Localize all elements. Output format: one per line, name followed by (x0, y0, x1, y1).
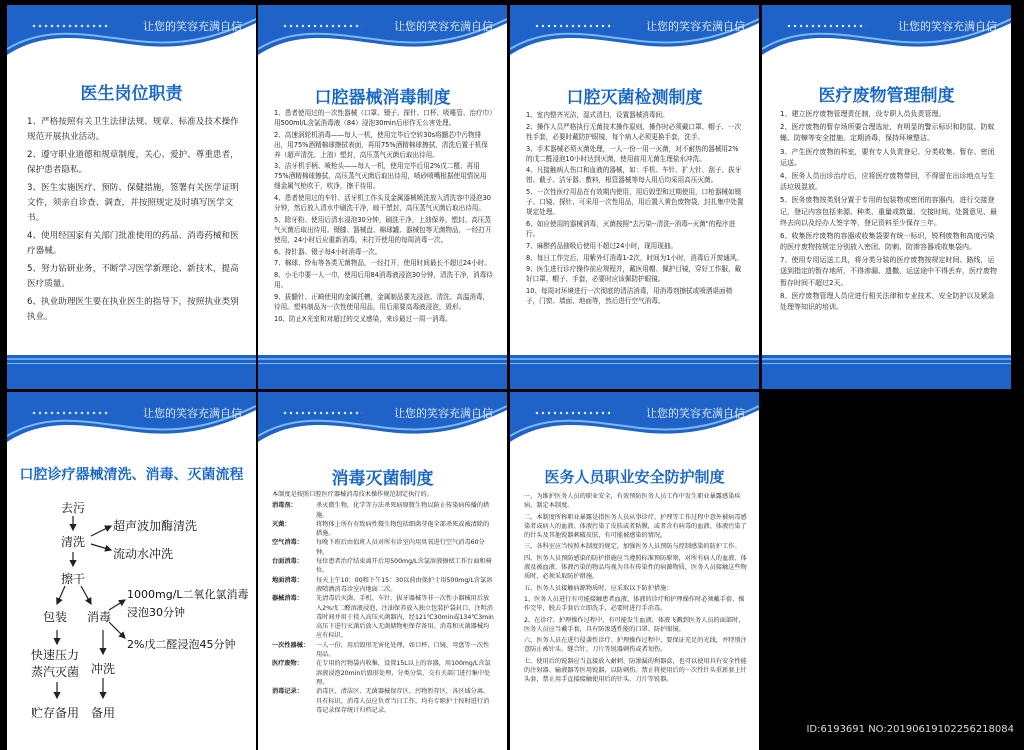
watermark: 昵图网 www.nipic.com (8, 716, 225, 740)
list-item: 7、麻醉药品抽吸后使用不超过24小时，现用现抽。 (526, 241, 678, 250)
board-footer (510, 355, 759, 389)
list-item: 6、持针器、镊子每4小时消毒一次。 (274, 247, 382, 256)
definition-row: 消毒记录： 消毒区、清洁区、无菌器械保存区、污物暂存区，各区域分离，具有标识，消毒人员应负责当日工作，均有专职护士按时进行消毒记录保存统计归档记录。 (272, 688, 490, 714)
list-item: 2、遵守职业道德和规章制度，关心、爱护、尊重患者，保护患者隐私。 (27, 150, 239, 176)
list-item: 10、每周对环境进行一次彻底的清洁消毒，用消毒剂擦拭或喷洒桌面椅子，门窗、墙面、地面等，然后进行空气消毒。 (526, 287, 733, 306)
list-item: 3、洁牙机手柄、喷枪头——每人一机，使用完毕后用2%戊二醛、再用75%酒精棉球擦拭，高压蒸气灭菌后取出待用，喷砂喷嘴根据使用情况用细金属气枪吹干，吹净，擦干待用。 (274, 162, 487, 191)
slogan: 让您的笑容充满自信 (143, 407, 242, 420)
board-sterilization-testing (510, 5, 759, 389)
list-item: 2、操作人员严格执行无菌技术操作原则，操作时必须戴口罩、帽子、一次性手套，必要时戴防护眼镜，每个病人必须更换手套，洗手。 (526, 122, 742, 141)
flow-node-glutaraldehyde: 2%戊二醛浸泡45分钟 (127, 638, 236, 651)
image-id-text: ID:6193691 NO:20190619102256218084 (806, 724, 1014, 735)
dots-decoration (282, 22, 362, 30)
board-header (510, 5, 759, 63)
board-title: 口腔器械消毒制度 (314, 88, 451, 108)
list-item: 5、医务废物按类别分置于专用的包装物或密闭的容器内，进行交接登记，登记内容包括来源、种类、重量或数量、交接时间、处置意见、最终去向以及经办人签字等，登记资料至少保存三年。 (780, 196, 997, 227)
flow-node-store: 贮存备用 (31, 706, 80, 720)
board-title: 医生岗位职责 (80, 84, 183, 104)
board-footer (258, 355, 507, 389)
flow-node-decontaminate: 去污 (61, 501, 86, 515)
slogan: 让您的笑容充满自信 (143, 20, 242, 33)
flow-node-rinse: 流动水冲洗 (113, 547, 174, 561)
board-body (272, 490, 495, 742)
definition-row: 台面消毒： 每位患者治疗结束离开后用500mg/L含氯溶液擦拭工作台面和椅位。 (272, 558, 492, 575)
list-item: 5、一次性医疗用品在有效期内使用，用后毁型和过期使用，口枪器械如镊子、口镜、探针、可采用一次性用品，用后置入黄色废物袋，封扎集中处置规定处理。 (526, 188, 744, 217)
list-item: 4、使用经国家有关部门批准使用的药品、消毒药械和医疗器械。 (27, 231, 239, 257)
list-item: 5、除牙粉、使用后清水浸泡30分钟，刷洗干净，上油保养，塑封、高压蒸气灭菌后取出待用。镊膝、器械盘、棉球罐、器械包等无菌物品，一经打开使用，24小时后应重新消毒，未打开使用的每周消毒一次。 (274, 215, 492, 244)
list-item: 5、努力钻研业务，不断学习医学新理论、新技术，提高医疗质量。 (27, 264, 239, 290)
list-item: 五、医务人员接触病源物质时，应采取以下防护措施： (524, 584, 673, 592)
list-item: 2、高速涡轮机消毒——每人一机，使用完毕后空转30s将髓芯中污物排出，用75%酒精棉球擦拭表面，再用75%酒精棉球擦拭，清洗后置于机保养（超声清洗、上油）塑封，高压蒸气灭菌后取出待用。 (274, 130, 488, 159)
list-item: 1、室内整齐光洁，湿式清扫，设置器械消毒间。 (526, 111, 669, 119)
definition-row: 消毒剂： 杀灭微生物，化学等方法杀死病原微生物以防止传染病传播的措施。 (272, 502, 490, 519)
list-item: 4、患者使用过的车针、活牙机工作头及金属器械喷洗放入清洗容中浸泡30分钟，然后放入清水中刷洗干净，晾干塑封，高压蒸气灭菌后取出待用。 (274, 194, 491, 213)
list-item: 9、拔髓针、正畸使用的金属托槽，金属制品要先浸泡、清洗、高温消毒，待用。塑料制品为一次性使用用品，用后需要高毒液浸泡，毁形。 (274, 293, 490, 312)
list-item: 3、产生医疗废物的科室，要有专人负责登记、分类收集、暂存、密闭运送。 (780, 147, 995, 167)
flow-node-disinfect: 消毒 (87, 610, 112, 624)
list-item: 2、在诊疗、护理操作过程中，有可能发生血液、体液飞溅到医务人员的面部时，医务人员应当戴手套，具有防渗透性能的口罩、防护眼镜。 (524, 616, 745, 633)
board-doctor-duties (7, 5, 256, 389)
list-item: 8、每日工作完后，用紫外灯消毒1-2次，时间为1小时，消毒后开窗通风。 (526, 253, 743, 262)
board-body (526, 111, 745, 355)
board-header (762, 5, 1011, 63)
list-item: 6、如应使用的器械消毒，灭菌按照"去污染--清洗--消毒--灭菌"的程序进行。 (526, 219, 736, 238)
board-body (780, 109, 997, 355)
dots-decoration (282, 409, 362, 417)
board-title: 医务人员职业安全防护制度 (544, 468, 725, 486)
list-item: 10、防止X光室和对超过的交叉感染，来诊最过一周一消毒。 (274, 314, 452, 323)
list-item: 1、患者使用过的一次性器械（口罩、镊子、探针、口杯、吸唾管、治疗巾）用500ml/L含氯消毒液（84）浸泡30min后形作无公害处理。 (274, 109, 493, 127)
flow-node-chlorine-1: 1000mg/L二氧化氯消毒 (127, 588, 249, 601)
slogan: 让您的笑容充满自信 (394, 20, 493, 33)
board-title: 口腔灭菌检测制度 (566, 88, 703, 108)
list-item: 三、各科室应当按照本制度的规定，加强医务人员预防与控制感染的防护工作。 (524, 543, 741, 551)
board-header (258, 5, 507, 63)
slogan: 让您的笑容充满自信 (394, 407, 493, 420)
list-item: 3、手术器械必须灭菌处理，一人一份一用一灭菌，对不耐热的器械用2%的戊二醛浸泡10小时达到灭菌，使用前用无菌生理盐水冲洗。 (526, 144, 739, 163)
slogan: 让您的笑容充满自信 (646, 407, 745, 420)
list-item: 4、凡接触病人伤口和血液的器械，如：手机、车针、扩大针、刮子、拔牙钳、截子、洁牙器、敷料，根管器械等每人用后均采用高压灭菌。 (526, 166, 742, 185)
flow-node-ultrasonic: 超声波加酶清洗 (113, 519, 198, 533)
flow-node-flush: 冲洗 (91, 662, 116, 676)
list-item: 6、收集医疗废物的容器或收集袋要有统一标识，锐利废物和高度污染的医疗废物按规定分别放入密闭、防刺、防渗容器或收集袋内。 (780, 231, 995, 252)
list-item: 4、医务人员出诊治疗后，应将医疗废物带回，不得留在出诊地点与生活垃圾混放。 (780, 171, 995, 192)
definition-row: 空气消毒： 每晚下班后由值班人员对所有诊室内用臭氧进行空气消毒60分钟。 (272, 539, 485, 556)
dots-decoration (534, 409, 614, 417)
dots-decoration (534, 22, 614, 30)
list-item: 四、医务人员预防感染的防护措施应当遵照标准预防原则，对所有病人的血液、体液及被血液、体液污染的物品均视为具有传染性的病源物质，医务人员接触这些物质时，必须采取防护措施。 (524, 554, 747, 581)
board-body (274, 109, 493, 355)
board-medical-waste (762, 5, 1011, 389)
flow-node-pressure-2: 蒸汽灭菌 (31, 665, 80, 679)
board-body (27, 115, 240, 355)
list-item: 2、医疗废物的暂存场所要合理选址，有明显的警示标识和防鼠、防蚊蝇、防蟑等安全措施，定期消毒，保持环境整洁。 (780, 123, 995, 143)
list-item: 3、医生实施医疗、预防、保健措施，签署有关医学证明文件，须亲自诊查、调查，并按照规定及时填写医学文书。 (27, 183, 239, 224)
list-item: 6、执业助理医生要在执业医生的指导下，按照执业类别执业。 (27, 297, 239, 323)
board-title: 消毒灭菌制度 (331, 469, 434, 489)
list-item: 七、使用后的锐器应当直接放入耐刺、防渗漏的利器盒，也可以使用具有安全性能的注射器、输液器等医用锐器，以防刺伤。禁止将使用后的一次性针头重新套上针头套，禁止用手直接接触使用后的针头、刀片等锐器。 (524, 657, 747, 684)
list-item: 1、医务人员进行有可能接触患者血液、体液的诊疗和护理操作时必须戴手套，操作完毕，脱去手套后立即洗手，必要时进行手消毒。 (524, 595, 745, 613)
flow-node-package: 包装 (43, 610, 68, 624)
board-header (7, 5, 256, 63)
slogan: 让您的笑容充满自信 (646, 20, 745, 33)
board-instrument-disinfection (258, 5, 507, 389)
intro-text: 本制度是按照口腔医疗器械消毒技术操作规范制定执行的。 (272, 491, 433, 498)
board-header (510, 392, 759, 450)
board-body (524, 492, 747, 742)
flow-node-chlorine-2: 浸泡30分钟 (127, 606, 185, 619)
list-item: 六、医务人员在进行侵袭性诊疗、护理操作过程中，要保证充足的光线，并特别注意防止被针头、缝合针、刀片等锐器刺伤或者划伤。 (524, 637, 747, 654)
flow-arrows (7, 392, 256, 750)
definition-row: 灭菌： 将物体上所有有致病性微生物包括细菌芽孢全部杀死或被清除的措施。 (272, 520, 490, 538)
slogan: 让您的笑容充满自信 (898, 20, 997, 33)
list-item: 7、棉球、纱布等各类无菌物品，一经打开，使用时间最长不超过24小时。 (274, 259, 491, 268)
flow-node-standby: 备用 (91, 706, 116, 720)
list-item: 一、为维护医务人员的职业安全，有效预防医务人员工作中发生职业暴露感染疾病，制定本制度。 (524, 493, 741, 510)
flow-node-clean: 清洗 (61, 535, 86, 549)
definition-row: 医疗废物： 在专用的污物袋内收集，设置15L以上的容器，用100mg/L含氯溶液浸泡20min后毁形处理，分类分装，交有关部门进行集中处理。 (272, 660, 491, 686)
definition-row: 器械消毒： 先清毒后灭菌，手机、车针、拔牙器械等非一次性小器械用后放入2%戊二醛溶液浸泡，注油保养放入独立包装护袋封口，注明消毒时间并用于投入高压灭菌器内，经121℃30min或134℃3min高压下进行灭菌后放入无菌储物柜保存备用。消毒和灭菌器械均应有标识。 (272, 595, 494, 640)
board-footer (7, 355, 256, 389)
definition-row: 地面消毒： 每天上午10：00和下午15：30以前由保护士用500mg/L含氯溶液喷洒消毒诊室内地面二次。 (272, 576, 493, 593)
board-occupational-safety (510, 392, 759, 750)
board-sterilization-flow (7, 392, 256, 750)
dots-decoration (786, 22, 866, 30)
flow-node-dry: 擦干 (61, 572, 86, 586)
list-item: 7、使用专用运送工具，将分类分装的医疗废物按规定时间、路线，运送到指定的暂存地所，不得渗漏、遗撒，运送途中不得丢弃，医疗废物暂存时间不超过2天。 (780, 256, 997, 287)
list-item: 9、医生进行诊疗操作前应规程并，戴医用帽、佩护目镜，穿好工作服，戴好口罩、帽子、手套，必要时应该佩防护眼镜。 (526, 265, 742, 284)
board-disinfection-sterilization (258, 392, 507, 750)
dots-decoration (31, 22, 111, 30)
flow-node-pressure-1: 快速压力 (31, 648, 80, 662)
board-footer (762, 355, 1011, 389)
board-title: 医疗废物管理制度 (818, 86, 955, 106)
board-header (258, 392, 507, 450)
definition-row: 一次性器械： 一人一份，用后毁形无害化处理，如口杯、口镜、弯盘等一次性用品。 (272, 641, 490, 659)
list-item: 1、严格按照有关卫生法律法规、规章、标准及技术操作规范开展执业活动。 (27, 117, 239, 143)
board-title: 口腔诊疗器械清洗、消毒、灭菌流程 (19, 467, 244, 483)
list-item: 8、小毛巾要一人一巾，使用后用84消毒液浸泡30分钟，清洗干净，消毒待用。 (274, 271, 493, 290)
list-item: 二、本制度所称职业暴露是指医务人员从事诊疗、护理等工作过程中意外被病毒感染者或病人的血液、体液污染了皮肤或者粘膜，或者含有病毒的血液、体液污染了的针头及其他锐器刺破皮肤，有可能被感染的情况。 (524, 513, 747, 540)
list-item: 8、医疗废物管理人员应进行相关法律和专业技术、安全防护以及紧急处理等知识的培训。 (780, 291, 995, 311)
list-item: 1、建立医疗废物管理责任制，设专职人员负责管理。 (780, 110, 946, 118)
